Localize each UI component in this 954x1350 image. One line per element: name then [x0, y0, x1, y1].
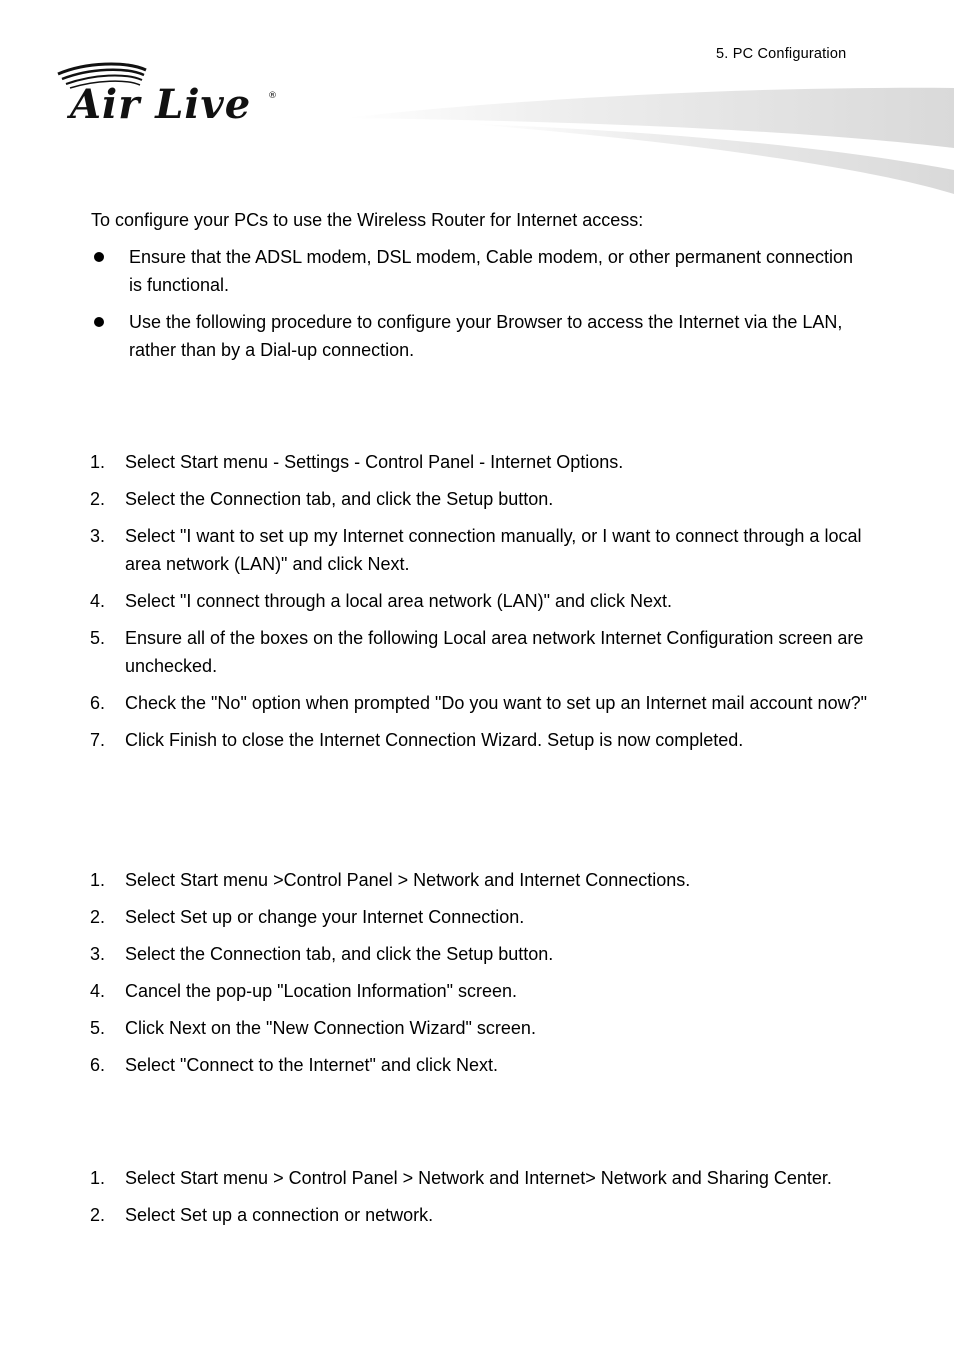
list-item	[90, 940, 870, 968]
step-text: Select Set up or change your Internet Connection.	[125, 907, 525, 927]
list-item	[90, 689, 870, 717]
step-number: 2.	[90, 1205, 106, 1225]
step-number: 2.	[90, 489, 106, 509]
step-number: 4.	[90, 981, 106, 1001]
list-item	[90, 903, 870, 931]
bullet-text: Ensure that the ADSL modem, DSL modem, Cable modem, or other permanent connection is functional.	[129, 247, 854, 295]
step-number: 6.	[90, 693, 106, 713]
step-text: Select Start menu >Control Panel > Network and Internet Connections.	[125, 870, 691, 890]
bullet-text: Use the following procedure to configure your Browser to access the Internet via the LAN, rather than by a Dial-up connection.	[129, 312, 843, 360]
list-item	[90, 522, 870, 578]
page-section-label: 5. PC Configuration	[716, 46, 847, 62]
steps-list-section-3	[90, 1164, 870, 1238]
step-number: 5.	[90, 1018, 106, 1038]
intro-bullet-list	[90, 243, 870, 373]
list-item	[90, 1051, 870, 1079]
step-number: 3.	[90, 944, 106, 964]
step-text: Check the "No" option when prompted "Do you want to set up an Internet mail account now?"	[125, 693, 867, 713]
step-text: Select "I want to set up my Internet connection manually, or I want to connect through a local area network (LAN)" and click Next.	[125, 526, 862, 574]
intro-text: To configure your PCs to use the Wireless Router for Internet access:	[91, 210, 644, 230]
step-text: Select the Connection tab, and click the Setup button.	[125, 489, 554, 509]
step-text: Select the Connection tab, and click the Setup button.	[125, 944, 554, 964]
steps-list-section-2	[90, 866, 870, 1088]
list-item	[90, 624, 870, 680]
step-number: 1.	[90, 1168, 106, 1188]
step-text: Select "I connect through a local area network (LAN)" and click Next.	[125, 591, 673, 611]
step-text: Cancel the pop-up "Location Information" screen.	[125, 981, 518, 1001]
step-text: Ensure all of the boxes on the following Local area network Internet Configuration screen are unchecked.	[125, 628, 864, 676]
list-item	[90, 1164, 870, 1192]
list-item	[90, 1014, 870, 1042]
step-text: Click Next on the "New Connection Wizard" screen.	[125, 1018, 536, 1038]
step-number: 2.	[90, 907, 106, 927]
step-number: 1.	[90, 452, 106, 472]
bullet-icon	[94, 252, 104, 262]
logo-wordmark: Air Live	[70, 81, 252, 126]
list-item	[90, 308, 870, 364]
list-item	[90, 866, 870, 894]
step-text: Select Set up a connection or network.	[125, 1205, 434, 1225]
list-item	[90, 1201, 870, 1229]
list-item	[90, 448, 870, 476]
list-item	[90, 977, 870, 1005]
step-number: 7.	[90, 730, 106, 750]
step-number: 5.	[90, 628, 106, 648]
bullet-icon	[94, 317, 104, 327]
step-text: Select Start menu - Settings - Control Panel - Internet Options.	[125, 452, 624, 472]
step-text: Click Finish to close the Internet Connection Wizard. Setup is now completed.	[125, 730, 744, 750]
steps-list-section-1	[90, 448, 870, 763]
list-item	[90, 485, 870, 513]
step-text: Select Start menu > Control Panel > Network and Internet> Network and Sharing Center.	[125, 1168, 832, 1188]
logo-arcs-icon	[56, 60, 286, 126]
step-number: 3.	[90, 526, 106, 546]
step-text: Select "Connect to the Internet" and click Next.	[125, 1055, 498, 1075]
list-item	[90, 726, 870, 754]
logo-registered-mark: ®	[268, 91, 277, 101]
step-number: 4.	[90, 591, 106, 611]
list-item	[90, 243, 870, 299]
list-item	[90, 587, 870, 615]
step-number: 6.	[90, 1055, 106, 1075]
step-number: 1.	[90, 870, 106, 890]
airlive-logo	[56, 60, 286, 131]
